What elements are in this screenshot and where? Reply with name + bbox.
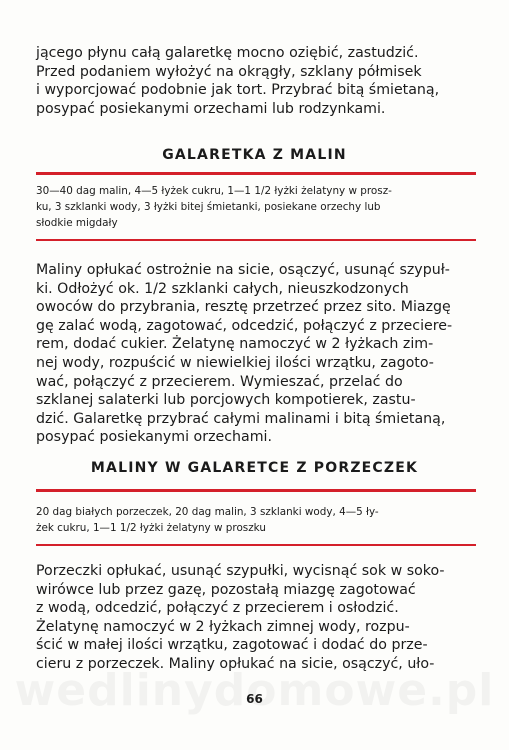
recipe-title-galaretka-z-malin: GALARETKA Z MALIN bbox=[162, 147, 347, 163]
text-line: cieru z porzeczek. Maliny opłukać na sicie, osączyć, uło- bbox=[36, 655, 435, 672]
text-line: jącego płynu całą galaretkę mocno oziębić, zastudzić. bbox=[36, 45, 419, 61]
ingredient-line: żek cukru, 1—1 1/2 łyżki żelatyny w proszku bbox=[36, 522, 266, 534]
text-line: Przed podaniem wyłożyć na okrągły, szklany półmisek bbox=[36, 63, 422, 80]
text-line: Żelatynę namoczyć w 2 łyżkach zimnej wody, rozpu- bbox=[36, 618, 410, 635]
text-line: Porzeczki opłukać, usunąć szypułki, wycisnąć sok w soko- bbox=[36, 563, 445, 579]
text-line: wać, połączyć z przecierem. Wymieszać, przelać do bbox=[36, 373, 403, 390]
text-line: z wodą, odcedzić, połączyć z przecierem i osłodzić. bbox=[36, 600, 399, 617]
page-number: 66 bbox=[246, 692, 263, 706]
ingredient-line: 30—40 dag malin, 4—5 łyżek cukru, 1—1 1/2 łyżki żelatyny w prosz- bbox=[36, 185, 392, 197]
divider-rule bbox=[36, 239, 476, 241]
text-line: Maliny opłukać ostrożnie na sicie, osączyć, usunąć szypuł- bbox=[36, 262, 450, 278]
text-line: rem, dodać cukier. Żelatynę namoczyć w 2 łyżkach zim- bbox=[36, 336, 434, 353]
text-line: ścić w małej ilości wrzątku, zagotować i dodać do prze- bbox=[36, 637, 428, 654]
ingredient-line: 20 dag białych porzeczek, 20 dag malin, 3 szklanki wody, 4—5 ły- bbox=[36, 506, 379, 518]
divider-rule bbox=[36, 172, 476, 175]
text-line: wirówce lub przez gazę, pozostałą miazgę zagotować bbox=[36, 581, 416, 598]
text-line: nej wody, rozpuścić w niewielkiej ilości wrzątku, zagoto- bbox=[36, 354, 434, 371]
text-line: ki. Odłożyć ok. 1/2 szklanki całych, nieuszkodzonych bbox=[36, 280, 409, 297]
text-line: szklanej salaterki lub porcjowych kompotierek, zastu- bbox=[36, 392, 416, 409]
top-paragraph bbox=[36, 44, 476, 118]
text-line: dzić. Galaretkę przybrać całymi malinami i bitą śmietaną, bbox=[36, 410, 446, 427]
text-line: owoców do przybrania, resztę przetrzeć przez sito. Miazgę bbox=[36, 299, 451, 316]
ingredient-line: słodkie migdały bbox=[36, 217, 118, 229]
method-paragraph bbox=[36, 261, 476, 447]
recipe-title-maliny-w-galaretce: MALINY W GALARETCE Z PORZECZEK bbox=[90, 460, 419, 476]
text-line: gę zalać wodą, zagotować, odcedzić, połączyć z przeciere- bbox=[36, 317, 453, 334]
divider-rule bbox=[36, 489, 476, 492]
method-paragraph bbox=[36, 562, 476, 674]
ingredients-list bbox=[36, 183, 476, 231]
text-line: posypać posiekanymi orzechami. bbox=[36, 429, 272, 446]
divider-rule bbox=[36, 544, 476, 546]
ingredients-list bbox=[36, 504, 476, 536]
ingredient-line: ku, 3 szklanki wody, 3 łyżki bitej śmietanki, posiekane orzechy lub bbox=[36, 201, 381, 213]
text-line: i wyporcjować podobnie jak tort. Przybrać bitą śmietaną, bbox=[36, 82, 440, 99]
text-line: posypać posiekanymi orzechami lub rodzynkami. bbox=[36, 100, 386, 117]
